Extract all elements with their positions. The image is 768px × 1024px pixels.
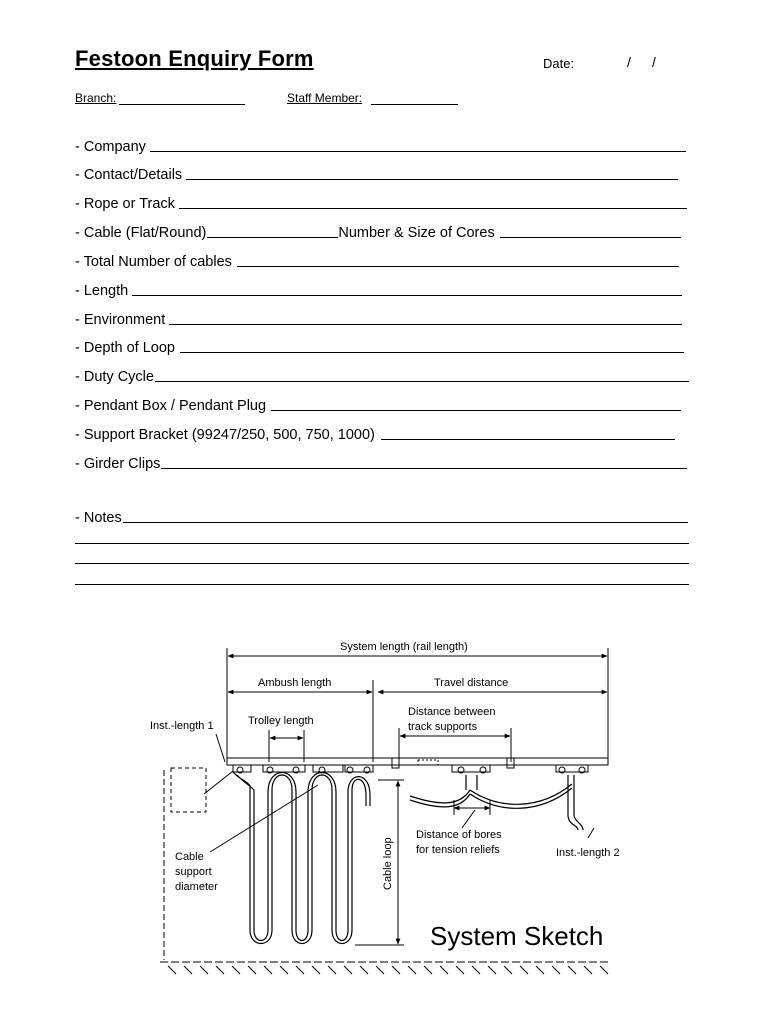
travel-distance-label: Travel distance bbox=[434, 677, 509, 689]
date-label: Date: bbox=[543, 56, 575, 71]
pendant-label: - Pendant Box / Pendant Plug bbox=[75, 398, 267, 414]
support-distance-label: Distance between bbox=[408, 706, 496, 718]
install-box bbox=[171, 768, 206, 812]
date-separator: / bbox=[652, 54, 656, 70]
length-label: - Length bbox=[75, 283, 129, 299]
notes-label: - Notes bbox=[75, 510, 122, 526]
cable-support-label: Cable bbox=[175, 851, 204, 863]
floor-hatch bbox=[168, 966, 608, 974]
company-label: - Company bbox=[75, 139, 146, 155]
cable-support-label: support bbox=[175, 866, 212, 878]
system-length-label: System length (rail length) bbox=[340, 641, 468, 653]
rope-label: - Rope or Track bbox=[75, 196, 175, 212]
cable-label: - Cable (Flat/Round) bbox=[75, 225, 207, 241]
girder-clips-label: - Girder Clips bbox=[75, 456, 161, 472]
form-title: Festoon Enquiry Form bbox=[75, 46, 314, 71]
environment-label: - Environment bbox=[75, 312, 166, 328]
system-sketch-caption: System Sketch bbox=[430, 921, 604, 951]
branch-label: Branch: bbox=[75, 91, 117, 105]
bores-label: Distance of bores bbox=[416, 829, 502, 841]
date-separator: / bbox=[627, 54, 631, 70]
bores-label: for tension reliefs bbox=[416, 844, 500, 856]
inst-length-1-label: Inst.-length 1 bbox=[150, 720, 214, 732]
cores-label: Number & Size of Cores bbox=[338, 225, 495, 241]
cable-loops bbox=[233, 772, 583, 944]
support-bracket-label: - Support Bracket (99247/250, 500, 750, 1000) bbox=[75, 427, 375, 443]
duty-cycle-label: - Duty Cycle bbox=[75, 369, 154, 385]
staff-member-label: Staff Member: bbox=[287, 91, 363, 105]
contact-label: - Contact/Details bbox=[75, 167, 183, 183]
trolley-length-label: Trolley length bbox=[248, 715, 314, 727]
total-cables-label: - Total Number of cables bbox=[75, 254, 232, 270]
cable-loop-label: Cable loop bbox=[382, 837, 394, 890]
depth-label: - Depth of Loop bbox=[75, 340, 175, 356]
inst-length-2-label: Inst.-length 2 bbox=[556, 847, 620, 859]
ambush-length-label: Ambush length bbox=[258, 677, 332, 689]
cable-support-label: diameter bbox=[175, 881, 218, 893]
support-distance-label: track supports bbox=[408, 721, 478, 733]
